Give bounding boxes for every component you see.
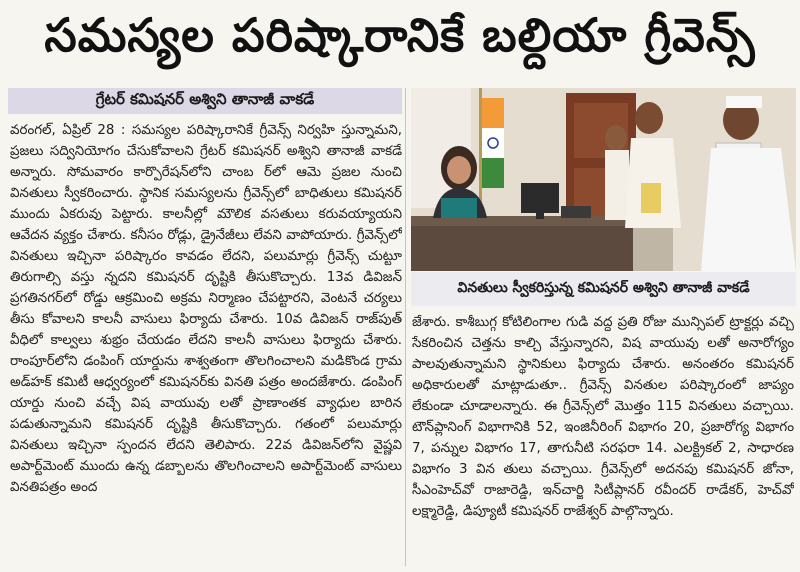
article-right-column: జేశారు. కాశీబుగ్గ కోటిలింగాల గుడి వద్ద ప్రతి రోజు మున్సిపల్ ట్రాక్టర్లు వచ్చి సేకరించిన చెత్తను కాల్చి వేస్తున్నారని, విష వాయువు లతో అనారోగ్యం పాలవుతున్నామని స్థానికులు ఫిర్యాదు చేశారు. అనంతరం కమిషనర్ అధికారులతో మాట్లాడుతూ.. గ్రీవెన్స్ వినతుల పరిష్కారంలో జాప్యం లేకుండా చూడాలన్నారు. ఈ గ్రీవెన్స్‌లో మొత్తం 115 వినతులు వచ్చాయి. టౌన్‌ప్లానింగ్ విభాగానికి 52, ఇంజినీరింగ్ విభాగం 20, ప్రజారోగ్య విభాగం 7, పన్నుల విభాగం 17, తాగునీటి సరఫరా 14. ఎలక్ట్రికల్ 2, సాధారణ విభాగం 3 విన తులు వచ్చాయి. గ్రీవెన్స్‌లో అదనపు కమిషనర్ జోనా, సీఎంహెచ్‌వో రాజారెడ్డి, ఇన్‌చార్జి సిటీప్లానర్ రవీందర్ రాడేకర్, హెచ్‌వో లక్ష్మారెడ్డి, డిప్యూటీ కమిషనర్ రాజేశ్వర్ పాల్గొన్నారు.: [412, 315, 794, 519]
headline: సమస్యల పరిష్కారానికే బల్దియా గ్రీవెన్స్: [44, 8, 756, 62]
column-divider: [405, 88, 406, 566]
subheadline: గ్రేటర్ కమిషనర్ అశ్విని తానాజీ వాకడే: [8, 88, 402, 114]
photo-caption: వినతులు స్వీకరిస్తున్న కమిషనర్ అశ్విని తానాజీ వాకడే: [411, 272, 796, 306]
news-photo: [411, 88, 796, 271]
article-left-column: వరంగల్, ఏప్రిల్ 28 : సమస్యల పరిష్కారానికే గ్రీవెన్స్ నిర్వహి స్తున్నామని, ప్రజలు సద్వినియోగం చేసుకోవాలని గ్రేటర్ కమిషనర్ అశ్విని తానాజీ వాకడే అన్నారు. సోమవారం కార్పొరేషన్‌లోని చాంబ ర్‌లో ఆమె ప్రజల నుంచి వినతులు స్వీకరించారు. స్థానిక సమస్యలను గ్రీవెన్స్‌లో బాధితులు కమిషనర్ ముందు ఏకరువు పెట్టారు. కాలనీల్లో మౌలిక వసతులు కరువయ్యాయని ఆవేదన వ్యక్తం చేశారు. కనీసం రోడ్లు, డ్రైనేజీలు లేవని వాపోయారు. గ్రీవెన్స్‌లో వినతులు ఇచ్చినా పరిష్కారం కావడం లేదని, పలుమార్లు గ్రీవెన్స్ చుట్టూ తిరుగాల్సి వస్తు న్నదని కమిషనర్ దృష్టికి తీసుకొచ్చారు. 13వ డివిజన్ ప్రగతినగర్‌లో రోడ్డు ఆక్రమించి అక్రమ నిర్మాణం చేపట్టారని, వెంటనే చర్యలు తీసు కోవాలని కాలనీ వాసులు ఫిర్యాదు చేశారు. 10వ డివిజన్ రాజ్‌పుత్ వీధిలో కాల్వలు శుభ్రం చేయడం లేదని కాలనీ వాసులు ఫిర్యాదు చేశారు. రాంపూర్‌లోని డంపింగ్ యార్డును శాశ్వతంగా తొలగించాలని మడికొండ గ్రామ అడ్‌హక్ కమిటీ ఆధ్వర్యంలో కమిషనర్‌కు వినతి పత్రం అందజేశారు. డంపింగ్ యార్డు నుంచి వచ్చే విష వాయువు లతో ప్రాణాంతక వ్యాధుల బారిన పడుతున్నామని కమిషనర్ దృష్టికి తీసుకొచ్చారు. గతంలో పలుమార్లు వినతులు ఇచ్చినా స్పందన లేదని తెలిపారు. 22వ డివిజన్‌లోని వైష్ణవి అపార్ట్‌మెంట్ ముందు ఉన్న డబ్బాలను తొలగించాలని అపార్ట్‌మెంట్ వాసులు వినతిపత్రం అంద: [10, 123, 402, 495]
